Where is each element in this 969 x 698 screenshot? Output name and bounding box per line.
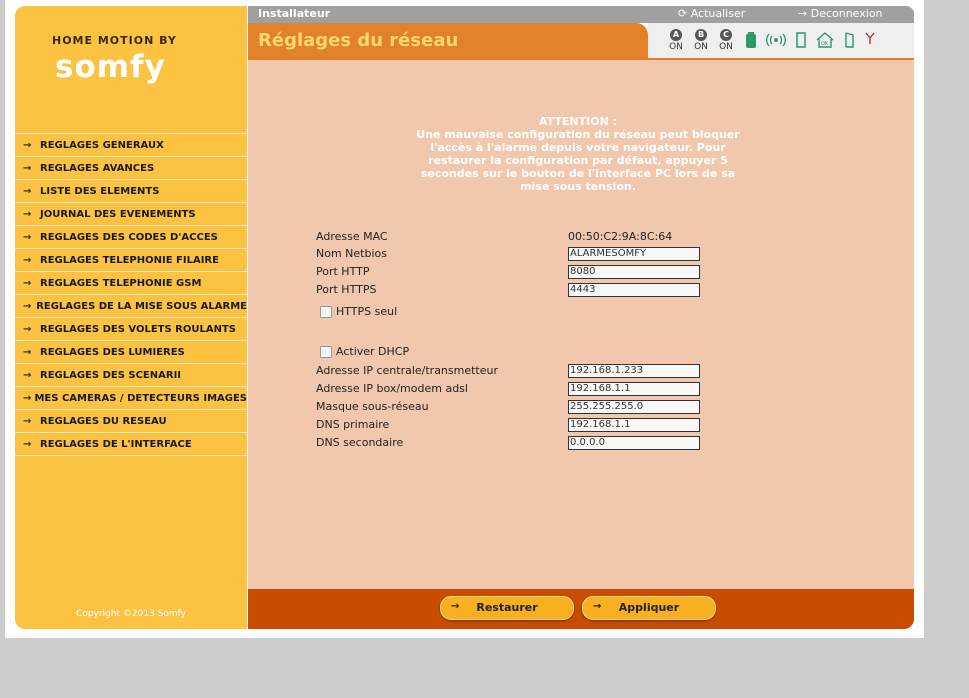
arrow-right-icon: → <box>23 415 32 427</box>
house-ok-icon <box>816 32 834 48</box>
sidebar-item-codes-acces[interactable]: → REGLAGES DES CODES D'ACCES <box>15 225 247 248</box>
radio-signal-icon <box>766 32 786 48</box>
arrow-right-icon: → <box>23 185 32 197</box>
restore-button[interactable]: → Restaurer <box>440 596 574 620</box>
dhcp-row <box>320 345 409 358</box>
https-only-label: HTTPS seul <box>336 305 398 318</box>
refresh-link[interactable]: ⟳ Actualiser <box>678 7 746 20</box>
http-port-label: Port HTTP <box>316 265 370 278</box>
arrow-right-icon: → <box>23 231 32 243</box>
mac-label: Adresse MAC <box>316 230 388 243</box>
arrow-right-icon: → <box>23 300 32 312</box>
arrow-right-icon: → <box>23 277 32 289</box>
mac-value: 00:50:C2:9A:8C:64 <box>568 230 673 243</box>
page-title: Réglages du réseau <box>258 30 459 51</box>
ip-box-label: Adresse IP box/modem adsl <box>316 382 468 395</box>
arrow-right-icon: → <box>23 162 32 174</box>
dhcp-label: Activer DHCP <box>336 345 410 358</box>
zone-a-status: A ON <box>669 30 683 52</box>
user-role: Installateur <box>258 7 331 20</box>
somfy-logo <box>15 6 247 116</box>
sidebar-item-telephonie-filaire[interactable]: → REGLAGES TELEPHONIE FILAIRE <box>15 248 247 271</box>
logo-tagline: HOME MOTION BY <box>52 34 177 47</box>
door-icon <box>796 32 806 48</box>
logout-link[interactable]: → Deconnexion <box>798 7 883 20</box>
sidebar-menu <box>15 133 247 456</box>
arrow-right-icon: → <box>23 438 32 450</box>
antenna-icon <box>865 32 875 46</box>
arrow-right-icon: → <box>593 601 602 612</box>
sidebar-item-reglages-generaux[interactable]: → REGLAGES GENERAUX <box>15 133 247 156</box>
dns-primary-label: DNS primaire <box>316 418 390 431</box>
copyright: Copyright ©2013 Somfy <box>76 609 186 619</box>
status-bar <box>648 23 914 58</box>
arrow-right-icon: → <box>23 254 32 266</box>
footer-bar <box>248 589 914 629</box>
sidebar-item-reseau[interactable]: → REGLAGES DU RESEAU <box>15 409 247 432</box>
warning-message: ATTENTION : Une mauvaise configuration du réseau peut bloquer l'accès à l'alarme depuis votre navigateur. Pour restaurer la configuration par défaut, appuyer 5 secondes sur le bouton de l'interface PC lors de sa mise sous tension. <box>416 115 740 193</box>
sidebar <box>15 6 247 629</box>
arrow-right-icon: → <box>23 139 32 151</box>
arrow-right-icon: → <box>23 346 32 358</box>
arrow-right-icon: → <box>23 208 32 220</box>
zone-c-status: C ON <box>719 30 733 52</box>
arrow-right-icon: → <box>23 369 32 381</box>
dns-secondary-input[interactable]: 0.0.0.0 <box>568 436 700 450</box>
sidebar-item-journal-evenements[interactable]: → JOURNAL DES EVENEMENTS <box>15 202 247 225</box>
sidebar-item-liste-elements[interactable]: → LISTE DES ELEMENTS <box>15 179 247 202</box>
subnet-mask-input[interactable]: 255.255.255.0 <box>568 400 700 414</box>
sidebar-item-lumieres[interactable]: → REGLAGES DES LUMIERES <box>15 340 247 363</box>
https-port-input[interactable]: 4443 <box>568 283 700 297</box>
sidebar-item-volets-roulants[interactable]: → REGLAGES DES VOLETS ROULANTS <box>15 317 247 340</box>
zone-b-status: B ON <box>694 30 708 52</box>
sidebar-item-telephonie-gsm[interactable]: → REGLAGES TELEPHONIE GSM <box>15 271 247 294</box>
arrow-right-icon: → <box>23 323 32 335</box>
logo-brand: somfy <box>55 49 166 85</box>
svg-text:OK: OK <box>821 41 829 47</box>
sidebar-item-scenarii[interactable]: → REGLAGES DES SCENARII <box>15 363 247 386</box>
dns-primary-input[interactable]: 192.168.1.1 <box>568 418 700 432</box>
battery-icon <box>746 32 756 48</box>
zone-b-icon: B <box>695 29 707 41</box>
sidebar-item-interface[interactable]: → REGLAGES DE L'INTERFACE <box>15 432 247 456</box>
door-open-icon <box>845 32 855 48</box>
zone-a-icon: A <box>670 29 682 41</box>
dhcp-checkbox[interactable] <box>320 346 332 358</box>
https-port-label: Port HTTPS <box>316 283 377 296</box>
ip-central-input[interactable]: 192.168.1.233 <box>568 364 700 378</box>
https-only-row <box>320 305 397 318</box>
http-port-input[interactable]: 8080 <box>568 265 700 279</box>
netbios-input[interactable]: ALARMESOMFY <box>568 247 700 261</box>
refresh-icon: ⟳ <box>678 7 691 20</box>
arrow-right-icon: → <box>798 7 811 20</box>
subnet-mask-label: Masque sous-réseau <box>316 400 429 413</box>
sidebar-item-mise-sous-alarme[interactable]: → REGLAGES DE LA MISE SOUS ALARME <box>15 294 247 317</box>
zone-c-icon: C <box>720 29 732 41</box>
sidebar-item-cameras[interactable]: → MES CAMERAS / DETECTEURS IMAGES <box>15 386 247 409</box>
https-only-checkbox[interactable] <box>320 306 332 318</box>
dns-secondary-label: DNS secondaire <box>316 436 404 449</box>
ip-central-label: Adresse IP centrale/transmetteur <box>316 364 499 377</box>
netbios-label: Nom Netbios <box>316 247 387 260</box>
apply-button[interactable]: → Appliquer <box>582 596 716 620</box>
main-content <box>248 60 914 589</box>
ip-box-input[interactable]: 192.168.1.1 <box>568 382 700 396</box>
arrow-right-icon: → <box>23 392 32 404</box>
top-bar <box>248 6 914 23</box>
title-bar <box>248 23 648 58</box>
sidebar-item-reglages-avances[interactable]: → REGLAGES AVANCES <box>15 156 247 179</box>
arrow-right-icon: → <box>451 601 460 612</box>
